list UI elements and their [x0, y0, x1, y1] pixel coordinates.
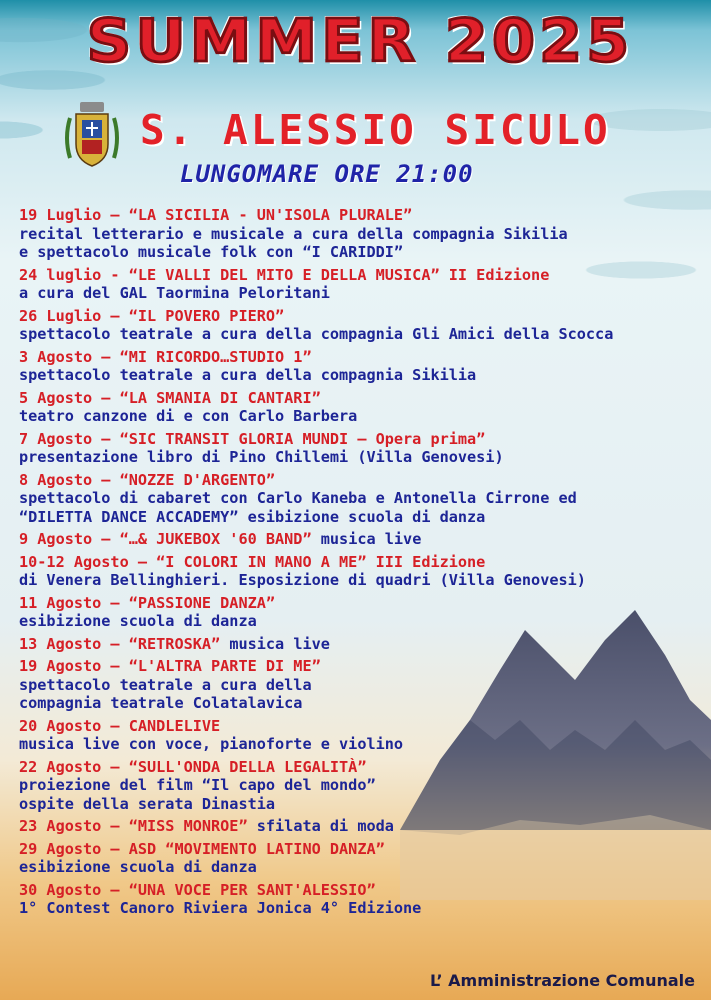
event-item	[19, 471, 699, 527]
town-name: S. ALESSIO SICULO	[140, 106, 611, 154]
event-heading	[19, 635, 699, 654]
event-item	[19, 530, 699, 549]
event-description: proiezione del film “Il capo del mondo”	[19, 776, 376, 794]
event-title: 8 Agosto – “NOZZE D'ARGENTO”	[19, 470, 276, 489]
event-description: recital letterario e musicale a cura della compagnia Sikilia	[19, 224, 568, 243]
event-description: spettacolo teatrale a cura della compagnia Sikilia	[19, 366, 477, 384]
event-title: 11 Agosto – “PASSIONE DANZA”	[19, 593, 276, 612]
event-item	[19, 635, 699, 654]
event-description: ospite della serata Dinastia	[19, 794, 276, 813]
event-item	[19, 307, 699, 344]
event-title: 24 luglio - “LE VALLI DEL MITO E DELLA MUSICA” II Edizione	[19, 265, 550, 284]
event-title: 20 Agosto – CANDLELIVE	[19, 716, 221, 735]
event-title: 19 Luglio – “LA SICILIA - UN'ISOLA PLURALE”	[19, 206, 413, 224]
event-item	[19, 758, 699, 814]
venue-time: LUNGOMARE ORE 21:00	[180, 160, 474, 188]
event-heading	[19, 348, 699, 367]
event-title: 23 Agosto – “MISS MONROE”	[19, 817, 248, 835]
event-inline-description: musica live	[229, 634, 330, 653]
event-description: spettacolo teatrale a cura della compagnia Gli Amici della Scocca	[19, 325, 614, 343]
event-item	[19, 266, 699, 303]
event-description: di Venera Bellinghieri. Esposizione di quadri (Villa Genovesi)	[19, 571, 586, 589]
event-description: compagnia teatrale Colatalavica	[19, 694, 303, 712]
footer-signature: L’ Amministrazione Comunale	[429, 971, 695, 990]
event-heading	[19, 389, 699, 408]
event-heading	[19, 266, 699, 285]
event-description: a cura del GAL Taormina Peloritani	[19, 284, 330, 302]
event-title: 9 Agosto – “…& JUKEBOX '60 BAND”	[19, 530, 312, 548]
event-heading	[19, 594, 699, 613]
event-heading	[19, 758, 699, 777]
event-item	[19, 430, 699, 467]
event-description: spettacolo di cabaret con Carlo Kaneba e Antonella Cirrone ed	[19, 489, 577, 507]
event-heading	[19, 553, 699, 572]
event-heading	[19, 307, 699, 326]
event-item	[19, 348, 699, 385]
event-title: 10-12 Agosto – “I COLORI IN MANO A ME” III Edizione	[19, 552, 486, 571]
event-title: 26 Luglio – “IL POVERO PIERO”	[19, 306, 285, 325]
event-description: esibizione scuola di danza	[19, 858, 257, 876]
event-title: 22 Agosto – “SULL'ONDA DELLA LEGALITÀ”	[19, 757, 367, 776]
town-crest-icon	[64, 98, 120, 170]
event-inline-description: musica live	[320, 530, 422, 548]
event-title: 7 Agosto – “SIC TRANSIT GLORIA MUNDI – Opera prima”	[19, 429, 486, 448]
event-description: musica live con voce, pianoforte e violino	[19, 735, 404, 753]
event-item	[19, 817, 699, 836]
event-heading	[19, 471, 699, 490]
event-item	[19, 389, 699, 426]
event-item	[19, 206, 699, 262]
event-heading	[19, 657, 699, 676]
event-title: 30 Agosto – “UNA VOCE PER SANT'ALESSIO”	[19, 880, 376, 899]
event-item	[19, 594, 699, 631]
event-heading	[19, 530, 699, 549]
event-description: 1° Contest Canoro Riviera Jonica 4° Edizione	[19, 899, 422, 917]
event-item	[19, 553, 699, 590]
event-item	[19, 881, 699, 918]
event-description: spettacolo teatrale a cura della	[19, 675, 312, 694]
event-inline-description: sfilata di moda	[256, 817, 394, 835]
event-heading	[19, 206, 699, 225]
event-title: 5 Agosto – “LA SMANIA DI CANTARI”	[19, 388, 321, 407]
events-list	[19, 206, 699, 922]
event-heading	[19, 717, 699, 736]
event-title: 19 Agosto – “L'ALTRA PARTE DI ME”	[19, 657, 321, 675]
event-title: 29 Agosto – ASD “MOVIMENTO LATINO DANZA”	[19, 839, 385, 858]
event-heading	[19, 881, 699, 900]
event-title: 3 Agosto – “MI RICORDO…STUDIO 1”	[19, 347, 312, 366]
event-heading	[19, 817, 699, 836]
event-description: teatro canzone di e con Carlo Barbera	[19, 407, 358, 425]
event-heading	[19, 840, 699, 859]
page-title: SUMMER 2025	[86, 5, 634, 76]
event-description: esibizione scuola di danza	[19, 612, 257, 630]
event-item	[19, 657, 699, 713]
event-heading	[19, 430, 699, 449]
event-title: 13 Agosto – “RETROSKA”	[19, 634, 221, 653]
event-description: “DILETTA DANCE ACCADEMY” esibizione scuola di danza	[19, 507, 486, 526]
event-item	[19, 840, 699, 877]
event-description: e spettacolo musicale folk con “I CARIDDI”	[19, 243, 404, 261]
event-item	[19, 717, 699, 754]
event-description: presentazione libro di Pino Chillemi (Villa Genovesi)	[19, 448, 504, 466]
